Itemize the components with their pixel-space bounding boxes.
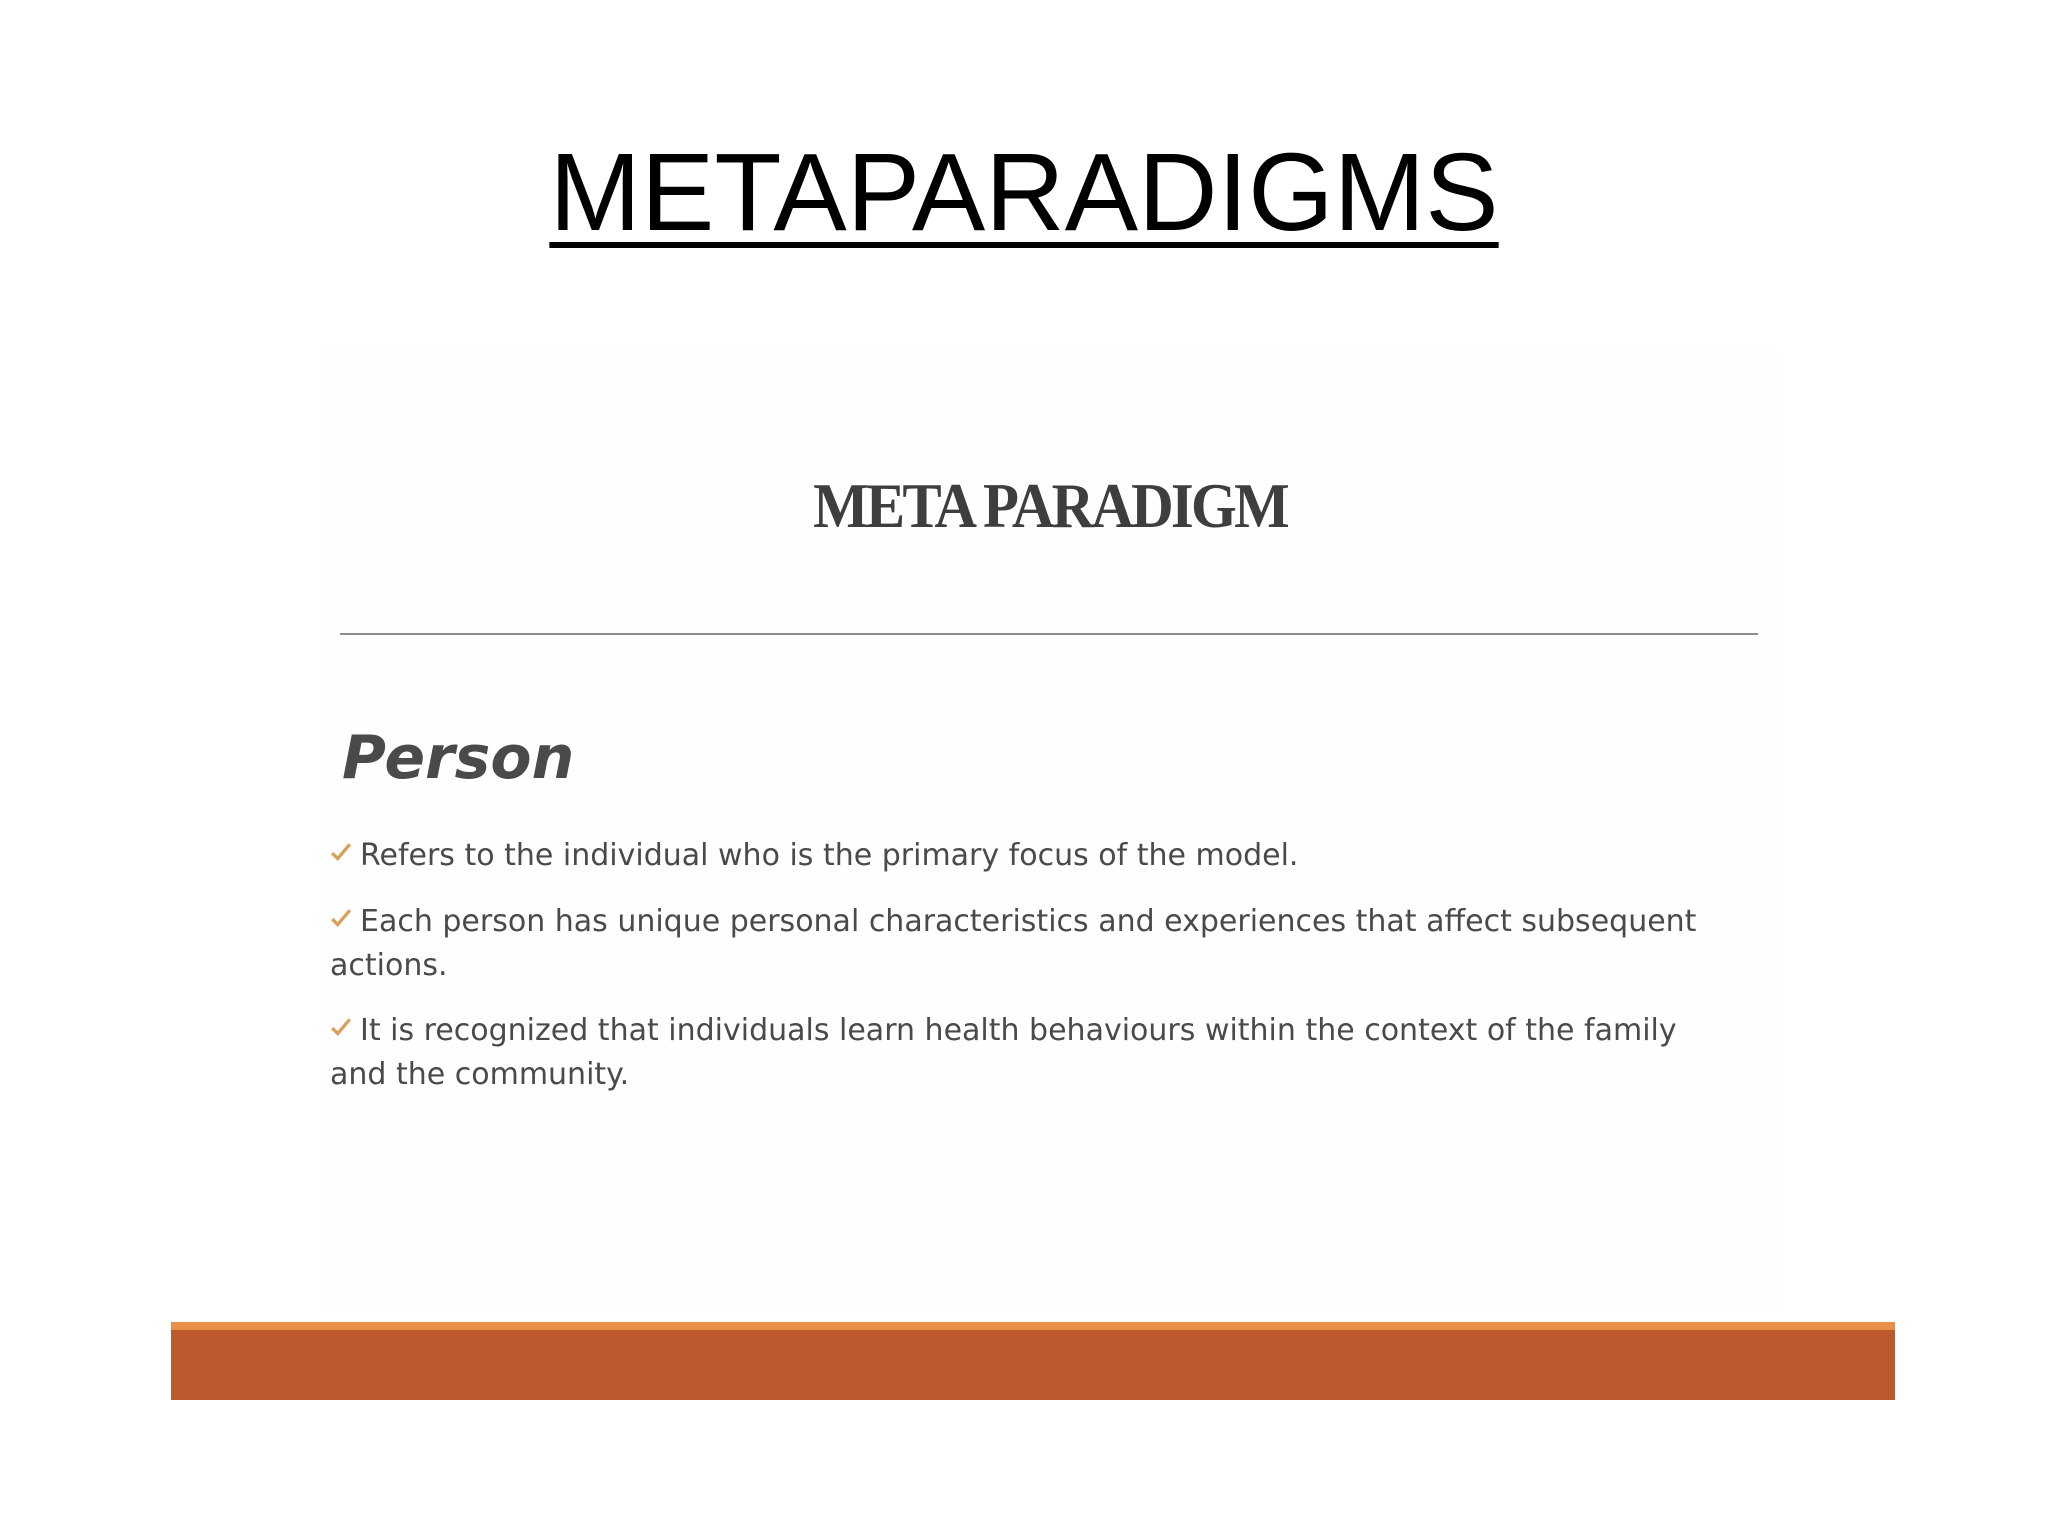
footer-accent-stripe	[171, 1322, 1895, 1330]
check-icon	[330, 841, 352, 863]
section-heading: Person	[342, 723, 575, 793]
slide-title	[0, 128, 2048, 258]
bullet-item	[330, 1009, 1730, 1097]
check-icon	[330, 907, 352, 929]
footer-bar	[171, 1330, 1895, 1400]
check-icon	[330, 1016, 352, 1038]
slide-title-text: METAPARADIGMS	[549, 131, 1499, 254]
bullet-text: Refers to the individual who is the primary focus of the model.	[360, 838, 1299, 873]
bullet-item	[330, 900, 1730, 988]
divider-line	[340, 633, 1758, 635]
bullet-item	[330, 834, 1730, 878]
embedded-slide-image	[320, 350, 1780, 1310]
bullet-text: Each person has unique personal characteristics and experiences that affect subsequent actions.	[330, 904, 1697, 983]
bullet-text: It is recognized that individuals learn health behaviours within the context of the family and the community.	[330, 1013, 1677, 1092]
embedded-heading: META PARADIGM	[813, 470, 1287, 541]
